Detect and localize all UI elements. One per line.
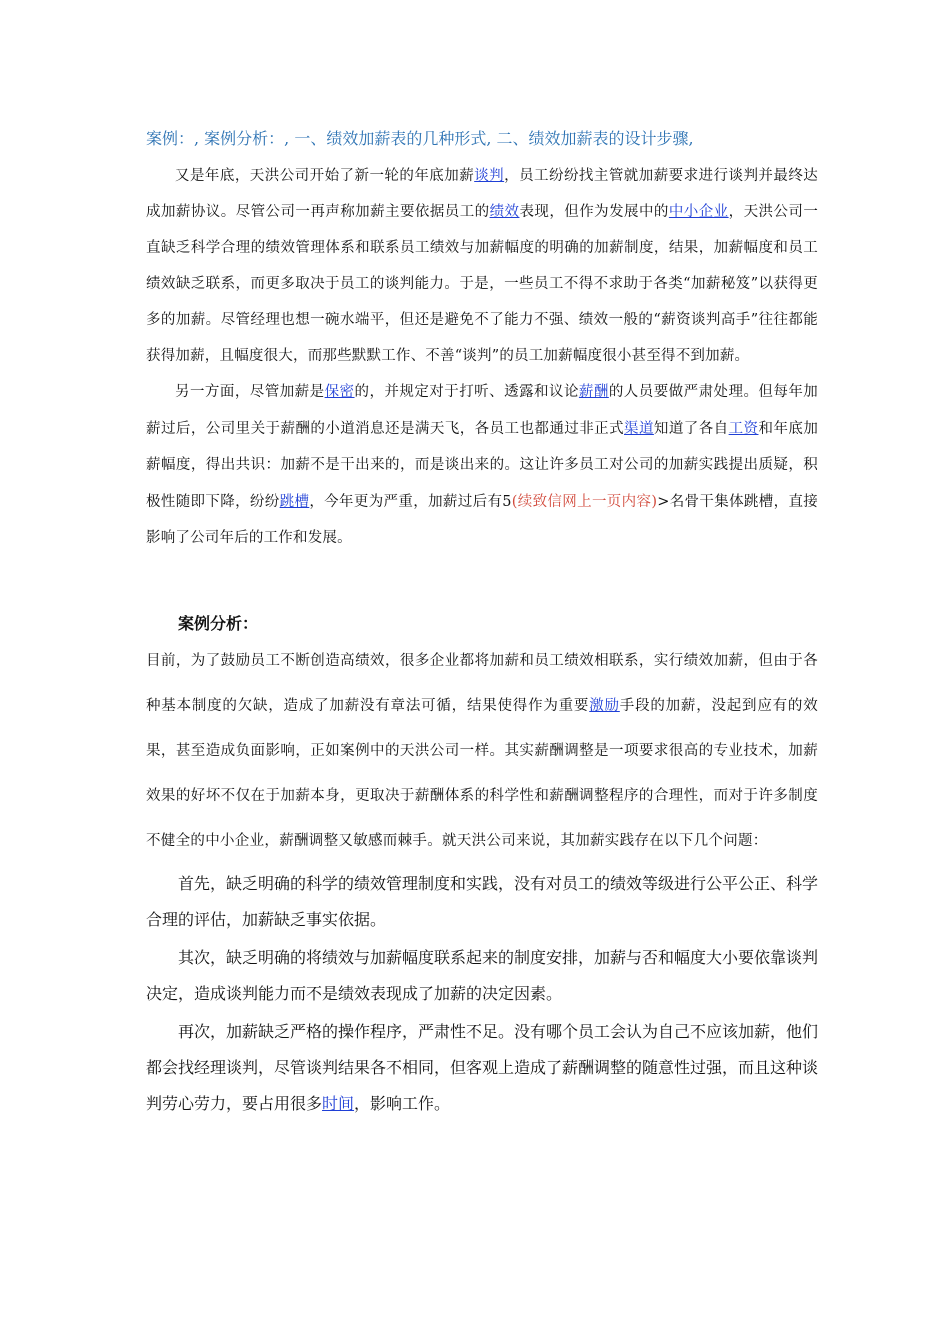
link-jixiao[interactable]: 绩效 xyxy=(489,204,520,220)
analysis-title: 案例分析： xyxy=(178,613,259,633)
link-jili[interactable]: 激励 xyxy=(589,697,620,714)
link-gongzi[interactable]: 工资 xyxy=(728,420,759,437)
text-run: 另一方面，尽管加薪是 xyxy=(175,384,325,400)
text-run: ，天洪公司一直缺乏科学合理的绩效管理体系和联系员工绩效与加薪幅度的明确的加薪制度，结果，加薪幅度和员工绩效缺乏联系，而更多取决于员工的谈判能力。于是，一些员工不得不求助于各类“加薪秘笈”以获得更多的加薪。尽管经理也想一碗水端平，但还是避免不了能力不强、绩效一般的“薪资谈判高手”往往都能获得加薪，且幅度很大，而那些默默工作、不善“谈判”的员工加薪幅度很小甚至得不到加薪。 xyxy=(146,204,819,364)
continued-note: (续致信网上一页内容) xyxy=(511,493,658,510)
point-third xyxy=(146,1014,818,1122)
text-run: ，影响工作。 xyxy=(354,1093,451,1113)
link-xinchou[interactable]: 薪酬 xyxy=(578,384,609,400)
analysis-paragraph xyxy=(146,639,818,864)
text-run: 的人员要做严肃处理。但每年加薪过后，公司里关于薪酬的小道消息还是满天飞，各员工也都通过非正式 xyxy=(146,384,818,437)
document-body xyxy=(146,126,818,1122)
text-run: 的，并规定对于打听、透露和议论 xyxy=(354,384,579,400)
text-run: >名骨干集体跳槽，直接影响了公司年后的工作和发展。 xyxy=(146,493,819,546)
text-run: 表现，但作为发展中的 xyxy=(519,204,669,220)
text-run: 目前，为了鼓励员工不断创造高绩效，很多企业都将加薪和员工绩效相联系，实行绩效加薪，但由于各种基本制度的欠缺，造成了加薪没有章法可循，结果使得作为重要 xyxy=(146,652,818,714)
link-zhongxiao-qiye[interactable]: 中小企业 xyxy=(668,204,729,220)
text-run: ，今年更为严重，加薪过后有5 xyxy=(309,493,512,510)
page-heading: 案例：, 案例分析：, 一、绩效加薪表的几种形式, 二、绩效加薪表的设计步骤, xyxy=(146,129,694,148)
text-run: 和年底加薪幅度，得出共识：加薪不是干出来的，而是谈出来的。这让许多员工对公司的加薪实践提出质疑，积极性随即下降，纷纷 xyxy=(146,420,819,510)
link-qudao[interactable]: 渠道 xyxy=(624,420,654,437)
text-run: 知道了各自 xyxy=(653,420,729,437)
text-run: 再次，加薪缺乏严格的操作程序，严肃性不足。没有哪个员工会认为自己不应该加薪，他们都会找经理谈判，尽管谈判结果各不相同，但客观上造成了薪酬调整的随意性过强，而且这种谈判劳心劳力，要占用很多 xyxy=(146,1021,819,1113)
text-run: ，员工纷纷找主管就加薪要求进行谈判并最终达成加薪协议。尽管公司一再声称加薪主要依据员工的 xyxy=(146,168,818,220)
point-second: 其次，缺乏明确的将绩效与加薪幅度联系起来的制度安排，加薪与否和幅度大小要依靠谈判决定，造成谈判能力而不是绩效表现成了加薪的决定因素。 xyxy=(146,947,819,1003)
link-tanpan[interactable]: 谈判 xyxy=(474,168,505,184)
link-baomi[interactable]: 保密 xyxy=(324,384,355,400)
link-shijian[interactable]: 时间 xyxy=(322,1093,355,1113)
case-paragraph-2 xyxy=(146,374,818,557)
text-run: 又是年底，天洪公司开始了新一轮的年底加薪 xyxy=(175,168,475,184)
text-run: 手段的加薪，没起到应有的效果，甚至造成负面影响，正如案例中的天洪公司一样。其实薪酬调整是一项要求很高的专业技术，加薪效果的好坏不仅在于加薪本身，更取决于薪酬体系的科学性和薪酬调整程序的合理性，而对于许多制度不健全的中小企业，薪酬调整又敏感而棘手。就天洪公司来说，其加薪实践存在以下几个问题： xyxy=(146,697,818,849)
point-first: 首先，缺乏明确的科学的绩效管理制度和实践，没有对员工的绩效等级进行公平公正、科学合理的评估，加薪缺乏事实依据。 xyxy=(146,873,819,929)
case-paragraph-1 xyxy=(146,158,818,374)
link-tiaocao[interactable]: 跳槽 xyxy=(279,493,310,510)
